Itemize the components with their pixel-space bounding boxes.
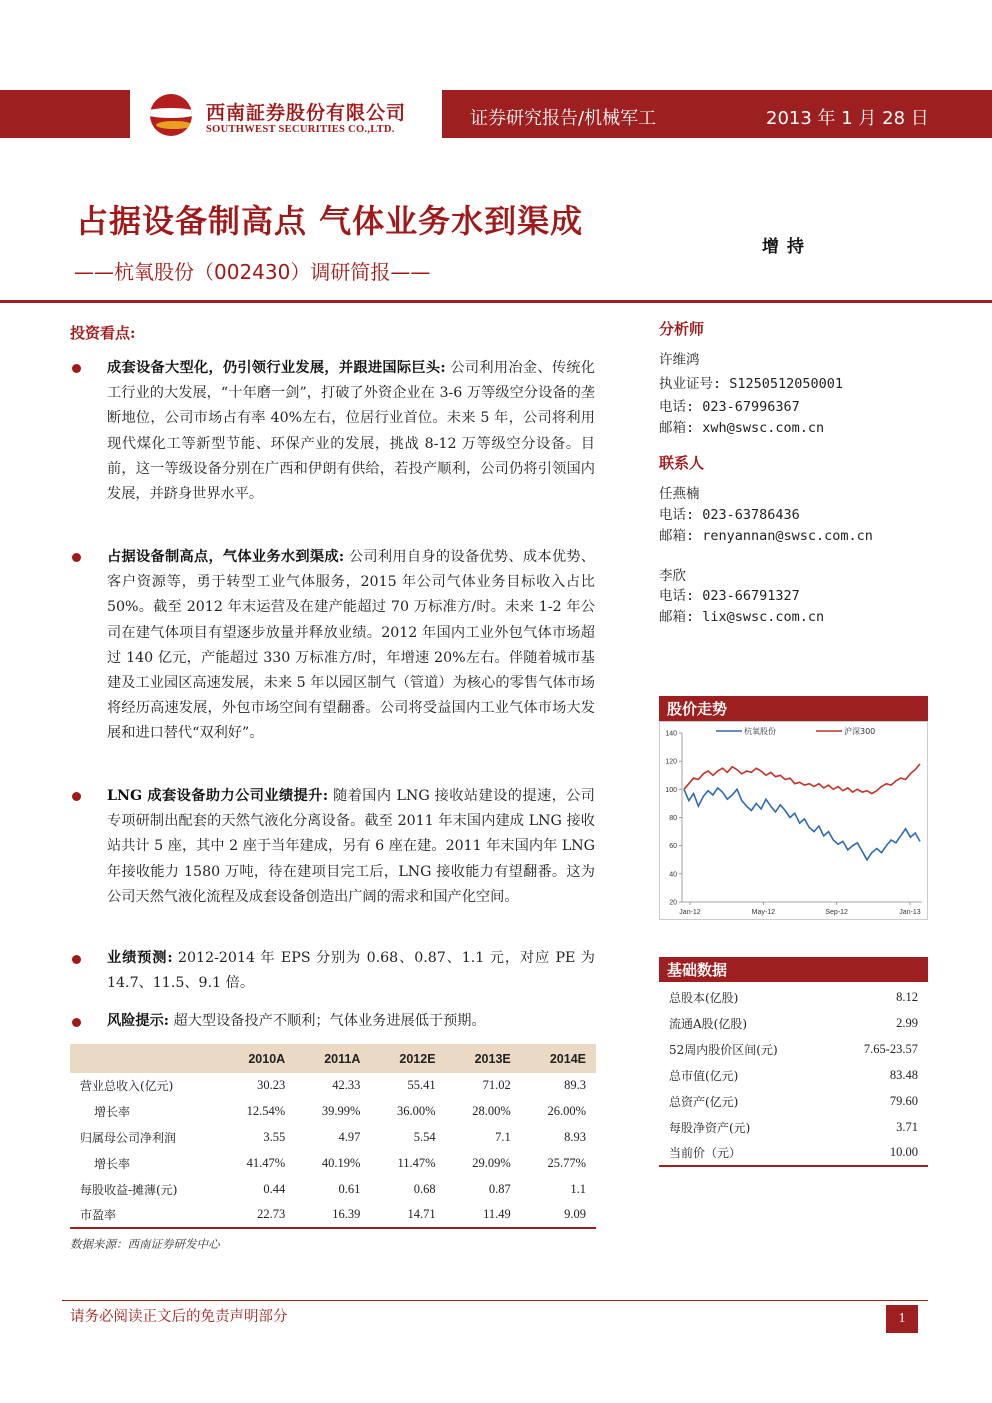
table-cell: 89.3 (564, 1078, 586, 1093)
y-tick-label: 100 (665, 786, 677, 794)
basic-data-value: 8.12 (896, 989, 918, 1004)
x-tick-label: May-12 (751, 909, 776, 916)
table-cell: 29.09% (472, 1156, 511, 1171)
table-cell: 36.00% (397, 1104, 436, 1119)
stock-chart-svg (660, 722, 927, 919)
table-header-cell (70, 1044, 220, 1073)
forecast-table (70, 1044, 596, 1229)
table-cell: 42.33 (332, 1078, 361, 1093)
y-tick-label: 140 (665, 730, 677, 738)
table-cell: 3.55 (263, 1130, 286, 1145)
analyst-phone: 电话: 023-67996367 (659, 399, 800, 415)
basic-data-key: 总资产(亿元) (669, 1094, 739, 1109)
basic-data-key: 52周内股价区间(元) (669, 1042, 778, 1057)
table-header-cell: 2013E (446, 1044, 521, 1073)
y-tick-label: 40 (669, 871, 677, 879)
analyst-name: 许维鸿 (659, 352, 700, 368)
contact-name: 任燕楠 (659, 486, 700, 502)
table-cell: 9.09 (521, 1202, 596, 1228)
table-cell: 16.39 (295, 1202, 370, 1228)
highlight-paragraph-4: 业绩预测: 2012-2014 年 EPS 分别为 0.68、0.87、1.1 元，对应 PE 为 14.7、11.5、9.1 倍。 (107, 950, 595, 992)
table-row (659, 1036, 928, 1062)
table-cell: 71.02 (482, 1078, 511, 1093)
table-cell: 0.68 (413, 1182, 436, 1196)
contact-email[interactable]: 邮箱: renyannan@swsc.com.cn (659, 528, 873, 544)
contact-email[interactable]: 邮箱: lix@swsc.com.cn (659, 609, 825, 625)
basic-data-key: 总市值(亿元) (669, 1068, 739, 1083)
y-tick-label: 20 (669, 899, 677, 907)
row-label: 增长率 (94, 1105, 131, 1120)
table-cell: 11.47% (397, 1156, 436, 1171)
bullet-dot-icon (72, 792, 81, 801)
table-row (659, 984, 928, 1010)
table-row (70, 1202, 596, 1228)
basic-data-key: 总股本(亿股) (669, 990, 739, 1005)
investment-highlights-heading: 投资看点: (70, 324, 136, 342)
table-cell: 4.97 (338, 1130, 361, 1145)
table-cell: 5.54 (413, 1130, 436, 1145)
row-label: 增长率 (94, 1157, 131, 1172)
highlight-paragraph-1: 成套设备大型化，仍引领行业发展，并跟进国际巨头: 公司利用冶金、传统化工行业的大发展，“十年磨一剑”，打破了外资企业在 3-6 万等级空分设备的垄断地位，公司市场占有率 40%左右，位居行业首位。未来 5 年，公司将利用现代煤化工等新型节能、环保产业的发展，挑战 8-12 万等级空分设备。目前，这一等级设备分别在广西和伊朗有供给，若投产顺利，公司仍将引领国内发展，并跻身世界水平。 (107, 360, 595, 503)
table-cell: 14.71 (370, 1202, 445, 1228)
legend-label: 杭氧股份 (744, 727, 776, 736)
table-cell: 25.77% (547, 1156, 586, 1171)
legend-label: 沪深300 (844, 727, 876, 736)
logo-name-en: SOUTHWEST SECURITIES CO.,LTD. (206, 124, 395, 135)
table-row (70, 1125, 596, 1151)
table-row (659, 1114, 928, 1140)
row-label: 归属母公司净利润 (80, 1131, 177, 1146)
table-header-cell: 2011A (295, 1044, 370, 1073)
highlight-paragraph-2: 占据设备制高点，气体业务水到渠成: 公司利用自身的设备优势、成本优势、客户资源等，勇于转型工业气体服务，2015 年公司气体业务目标收入占比 50%。截至 2012 年末运营及在建产能超过 70 万标准方/时。未来 1-2 年公司在建气体项目有望逐步放量并释放业绩。2012 年国内工业外包气体市场超过 140 亿元，产能超过 330 万标准方/时，年增速 20%左右。伴随着城市基建及工业园区高速发展，未来 5 年以园区制气（管道）为核心的零售气体市场将经历高速发展，外包市场空间有望翻番。公司将受益国内工业气体市场大发展和进口替代“双利好”。 (107, 549, 595, 742)
series-line-stock (684, 788, 920, 860)
table-cell: 30.23 (257, 1078, 286, 1093)
report-title: 占据设备制高点 气体业务水到渠成 (76, 202, 584, 240)
contact-phone: 电话: 023-66791327 (659, 588, 800, 604)
table-header-cell: 2012E (370, 1044, 445, 1073)
row-label: 每股收益-摊薄(元) (80, 1183, 178, 1197)
highlight-paragraph-3: LNG 成套设备助力公司业绩提升: 随着国内 LNG 接收站建设的提速，公司专项研制出配套的天然气液化分离设备。截至 2011 年末国内建成 LNG 接收站共计 5 座，其中 2 座于当年建成，另有 6 座在建。2011 年末国内年 LNG 年接收能力 1580 万吨，待在建项目完工后，LNG 接收能力有望翻番。这为公司天然气液化流程及成套设备创造出广阔的需求和国产化空间。 (107, 788, 595, 905)
bullet-dot-icon (72, 955, 81, 964)
table-row (70, 1073, 596, 1099)
table-header-cell: 2010A (220, 1044, 295, 1073)
title-divider (0, 300, 992, 303)
bullet-dot-icon (72, 1018, 81, 1027)
table-header-row (70, 1044, 596, 1073)
data-source-note: 数据来源：西南证券研发中心 (70, 1237, 220, 1251)
table-cell: 41.47% (246, 1156, 286, 1171)
page-number: 1 (886, 1305, 918, 1333)
contact-name: 李欣 (659, 568, 686, 584)
row-label: 营业总收入(亿元) (80, 1079, 174, 1094)
basic-data-value: 83.48 (889, 1067, 918, 1082)
table-row (70, 1099, 596, 1125)
contact-phone: 电话: 023-63786436 (659, 507, 800, 523)
table-cell: 26.00% (547, 1104, 586, 1119)
basic-data-key: 当前价（元） (659, 1140, 834, 1166)
table-cell: 28.00% (472, 1104, 511, 1119)
table-cell: 0.61 (338, 1182, 361, 1196)
report-category: 证券研究报告/机械军工 (470, 108, 657, 129)
bullet-dot-icon (72, 364, 81, 373)
table-header-cell: 2014E (521, 1044, 596, 1073)
y-tick-label: 80 (669, 815, 677, 822)
basic-data-value: 10.00 (834, 1140, 928, 1166)
table-row (70, 1177, 596, 1203)
table-row (70, 1151, 596, 1177)
table-cell: 12.54% (246, 1104, 286, 1119)
basic-data-value: 7.65-23.57 (863, 1041, 918, 1056)
highlight-paragraph-5: 风险提示: 超大型设备投产不顺利；气体业务进展低于预期。 (107, 1013, 486, 1029)
x-tick-label: Sep-12 (825, 909, 848, 916)
basic-data-heading: 基础数据 (659, 957, 928, 982)
stock-chart-heading: 股价走势 (659, 696, 928, 721)
table-cell: 8.93 (564, 1130, 586, 1145)
basic-data-value: 3.71 (896, 1119, 918, 1134)
analyst-heading: 分析师 (659, 320, 705, 338)
rating-label: 增持 (762, 237, 812, 257)
report-date: 2013 年 1 月 28 日 (766, 108, 929, 129)
y-tick-label: 120 (665, 758, 677, 766)
row-label: 市盈率 (70, 1202, 220, 1228)
table-row (659, 1140, 928, 1166)
x-tick-label: Jan-13 (899, 909, 921, 916)
table-row (659, 1010, 928, 1036)
table-cell: 11.49 (446, 1202, 521, 1228)
bullet-dot-icon (72, 553, 81, 562)
footer-divider (62, 1300, 928, 1301)
basic-data-value: 2.99 (896, 1015, 918, 1030)
table-cell: 40.19% (321, 1156, 361, 1171)
basic-data-key: 流通A股(亿股) (669, 1016, 748, 1031)
basic-data-value: 79.60 (889, 1093, 918, 1108)
basic-data-table (659, 984, 928, 1167)
contact-heading: 联系人 (659, 454, 705, 472)
table-cell: 1.1 (570, 1182, 586, 1196)
x-tick-label: Jan-12 (679, 909, 701, 916)
table-cell: 7.1 (495, 1130, 511, 1145)
analyst-email[interactable]: 邮箱: xwh@swsc.com.cn (659, 420, 825, 436)
disclaimer-note: 请务必阅读正文后的免责声明部分 (70, 1309, 288, 1325)
table-row (659, 1088, 928, 1114)
table-cell: 55.41 (407, 1078, 436, 1093)
company-logo-icon (150, 94, 192, 136)
report-subtitle: ——杭氧股份（002430）调研简报—— (74, 260, 431, 284)
table-cell: 39.99% (321, 1104, 361, 1119)
y-tick-label: 60 (669, 843, 677, 851)
table-cell: 0.44 (263, 1182, 286, 1196)
table-cell: 22.73 (220, 1202, 295, 1228)
stock-chart (659, 721, 928, 920)
logo-name-cn: 西南証券股份有限公司 (206, 102, 407, 124)
basic-data-key: 每股净资产(元) (669, 1120, 751, 1135)
table-row (659, 1062, 928, 1088)
table-cell: 0.87 (488, 1182, 511, 1196)
analyst-license: 执业证号: S1250512050001 (659, 376, 844, 392)
